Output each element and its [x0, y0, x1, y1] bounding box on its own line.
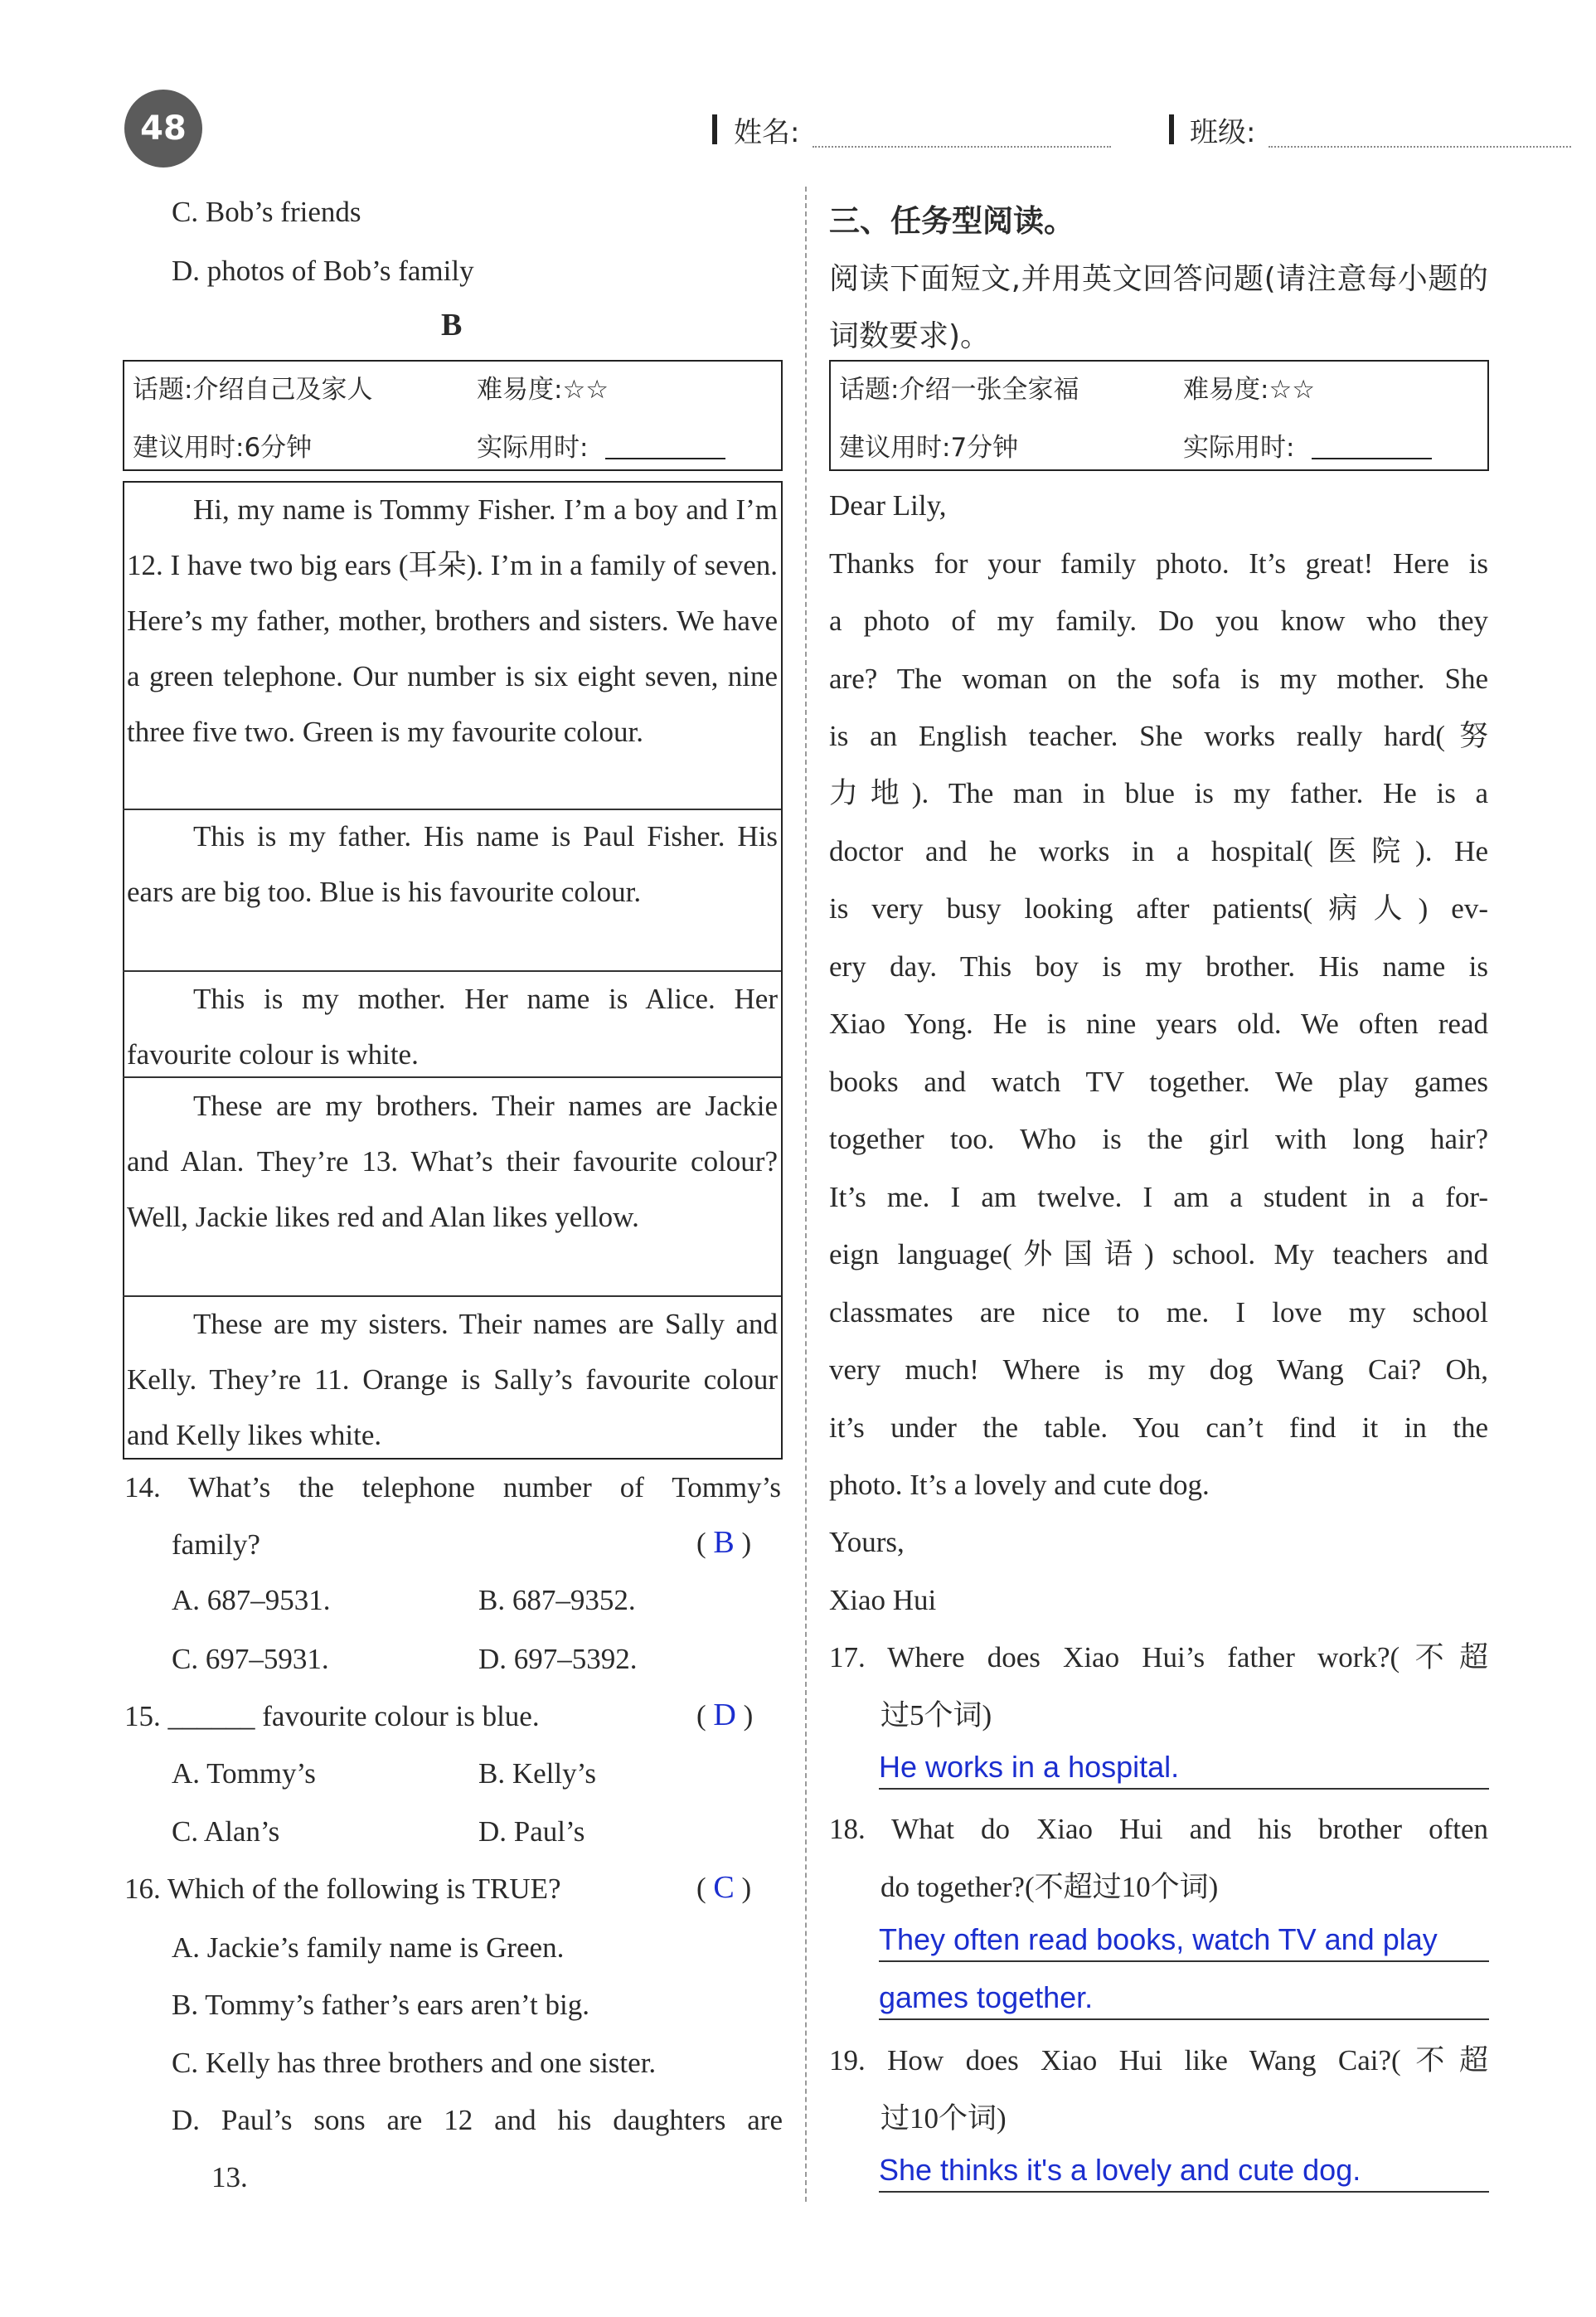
- actual-time-field[interactable]: [1312, 458, 1432, 459]
- actual-time-label: 实际用时:: [477, 433, 589, 463]
- answer-17-line[interactable]: [879, 1748, 1489, 1790]
- answer-18-line-2[interactable]: [879, 1979, 1489, 2020]
- passage-paragraph: This is my mother. Her name is Alice. Her favourite colour is white.: [127, 983, 778, 1071]
- answer-bracket: ( D ): [696, 1698, 754, 1732]
- question-17-cont: 过5个词): [880, 1699, 992, 1732]
- question-18: 18. What do Xiao Hui and his brother often: [829, 1813, 1488, 1845]
- letter-line: very much! Where is my dog Wang Cai? Oh,: [829, 1353, 1488, 1386]
- option-a: A. Tommy’s: [172, 1757, 316, 1790]
- letter-line: together too. Who is the girl with long hair?: [829, 1123, 1488, 1155]
- question-19: 19. How does Xiao Hui like Wang Cai?(不超: [829, 2044, 1488, 2077]
- suggested-time-label: 建议用时:7分钟: [839, 433, 1019, 463]
- letter-line: eign language(外国语) school. My teachers and: [829, 1238, 1488, 1270]
- letter-line: is an English teacher. She works really hard(努: [829, 720, 1488, 752]
- class-field[interactable]: [1269, 146, 1571, 148]
- section-3-title: 三、任务型阅读。: [829, 203, 1075, 239]
- letter-line: is very busy looking after patients(病人) ev-: [829, 892, 1488, 925]
- info-box-3: [829, 360, 1489, 471]
- difficulty-label: 难易度:☆☆: [477, 375, 609, 405]
- letter-closing: Yours,: [829, 1526, 905, 1558]
- section-b-title: B: [441, 308, 463, 342]
- task-instruction: 阅读下面短文,并用英文回答问题(请注意每小题的词数要求)。: [829, 262, 1488, 353]
- question-14: 14. What’s the telephone number of Tommy’s: [124, 1471, 781, 1503]
- option-a: A. 687–9531.: [172, 1584, 331, 1616]
- option-b: B. Tommy’s father’s ears aren’t big.: [172, 1989, 589, 2021]
- option-b: B. Kelly’s: [478, 1757, 596, 1790]
- letter-line: are? The woman on the sofa is my mother. She: [829, 663, 1488, 695]
- answer-19-line[interactable]: [879, 2151, 1489, 2193]
- letter-line: Dear Lily,: [829, 489, 947, 522]
- question-19-cont: 过10个词): [880, 2102, 1007, 2135]
- question-17: 17. Where does Xiao Hui’s father work?(不超: [829, 1641, 1488, 1673]
- letter-line: ery day. This boy is my brother. His name is: [829, 950, 1488, 983]
- question-18-cont: do together?(不超过10个词): [880, 1871, 1219, 1903]
- letter-line: It’s me. I am twelve. I am a student in a for-: [829, 1181, 1488, 1213]
- name-label: 姓名:: [734, 116, 800, 149]
- suggested-time-label: 建议用时:6分钟: [133, 433, 313, 463]
- passage-paragraph: Hi, my name is Tommy Fisher. I’m a boy and I’m 12. I have two big ears (耳朵). I’m in a family of seven. Here’s my father, mother, brothers and sisters. We have a green telephone. Our number is six eight seven, nine three five two. Green is my favourite colour.: [127, 493, 778, 748]
- answer-18-part1: They often read books, watch TV and play: [879, 1922, 1438, 1956]
- passage-paragraph: These are my brothers. Their names are Jackie and Alan. They’re 13. What’s their favourite colour? Well, Jackie likes red and Alan likes yellow.: [127, 1090, 778, 1233]
- letter-signature: Xiao Hui: [829, 1584, 937, 1616]
- letter-line: books and watch TV together. We play games: [829, 1066, 1488, 1098]
- answer-15: D: [713, 1698, 736, 1732]
- option-c: C. 697–5931.: [172, 1643, 329, 1675]
- letter-line: Thanks for your family photo. It’s great! Here is: [829, 547, 1488, 580]
- topic-label: 话题:介绍一张全家福: [839, 375, 1079, 405]
- page-number-badge: 48: [124, 90, 202, 168]
- option-c: C. Alan’s: [172, 1815, 280, 1848]
- letter-line: Xiao Yong. He is nine years old. We often read: [829, 1008, 1488, 1040]
- option-a: A. Jackie’s family name is Green.: [172, 1931, 565, 1964]
- name-field[interactable]: [813, 146, 1111, 148]
- letter-line: classmates are nice to me. I love my school: [829, 1296, 1488, 1329]
- header-bar-icon: [1169, 114, 1174, 144]
- passage-paragraph: This is my father. His name is Paul Fisher. His ears are big too. Blue is his favourite colour.: [127, 820, 778, 908]
- answer-16: C: [713, 1870, 735, 1905]
- letter-line: a photo of my family. Do you know who they: [829, 605, 1488, 637]
- letter-line: doctor and he works in a hospital(医院). He: [829, 835, 1488, 867]
- topic-label: 话题:介绍自己及家人: [133, 375, 373, 405]
- header-bar-icon: [712, 114, 717, 144]
- answer-18-line[interactable]: [879, 1921, 1489, 1962]
- question-14-cont: family?: [172, 1528, 260, 1561]
- question-15: 15. ______ favourite colour is blue.: [124, 1700, 540, 1732]
- answer-bracket: ( C ): [696, 1870, 752, 1905]
- answer-bracket: ( B ): [696, 1525, 752, 1560]
- difficulty-label: 难易度:☆☆: [1183, 375, 1316, 405]
- option-d: D. 697–5392.: [478, 1643, 638, 1675]
- answer-17: He works in a hospital.: [879, 1750, 1180, 1784]
- question-16: 16. Which of the following is TRUE?: [124, 1873, 561, 1905]
- option-c: C. Kelly has three brothers and one sister.: [172, 2047, 657, 2079]
- prev-option-c: C. Bob’s friends: [172, 196, 361, 228]
- option-d: D. Paul’s: [478, 1815, 585, 1848]
- letter-line: photo. It’s a lovely and cute dog.: [829, 1469, 1210, 1501]
- option-d-cont: 13.: [211, 2161, 248, 2193]
- letter-line: it’s under the table. You can’t find it in the: [829, 1411, 1488, 1444]
- prev-option-d: D. photos of Bob’s family: [172, 255, 474, 287]
- actual-time-field[interactable]: [605, 458, 725, 459]
- column-divider: [805, 187, 807, 2202]
- answer-14: B: [713, 1525, 735, 1560]
- answer-18-part2: games together.: [879, 1980, 1094, 2014]
- letter-line: 力地). The man in blue is my father. He is a: [829, 777, 1488, 809]
- class-label: 班级:: [1190, 116, 1256, 149]
- option-b: B. 687–9352.: [478, 1584, 636, 1616]
- passage-paragraph: These are my sisters. Their names are Sally and Kelly. They’re 11. Orange is Sally’s favourite colour and Kelly likes white.: [127, 1308, 778, 1451]
- option-d: D. Paul’s sons are 12 and his daughters are: [172, 2104, 783, 2136]
- info-box-b: [123, 360, 783, 471]
- answer-19: She thinks it's a lovely and cute dog.: [879, 2153, 1361, 2187]
- actual-time-label: 实际用时:: [1183, 433, 1295, 463]
